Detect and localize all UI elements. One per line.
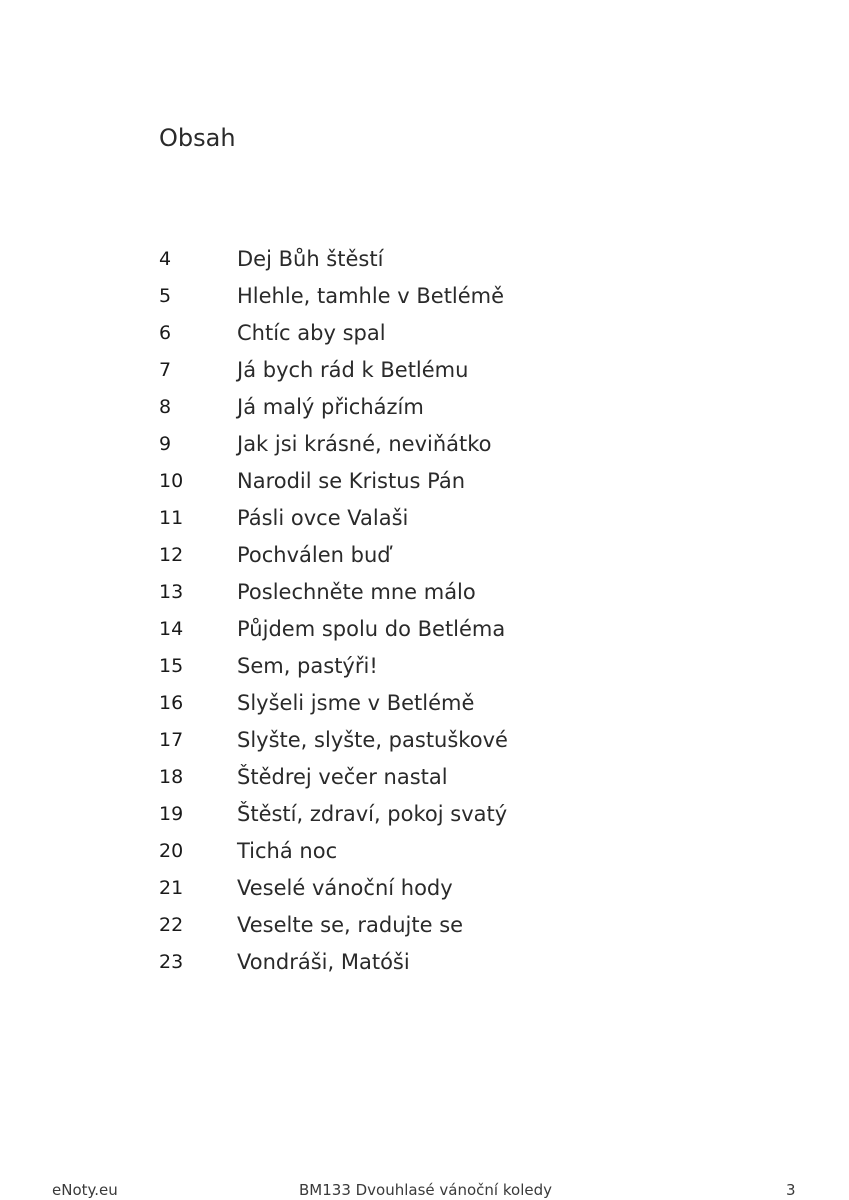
toc-song-title: Poslechněte mne málo	[237, 580, 476, 604]
toc-entry	[159, 463, 508, 500]
toc-entry	[159, 574, 508, 611]
page-title: Obsah	[159, 124, 236, 152]
toc-entry	[159, 537, 508, 574]
toc-page-number: 5	[159, 285, 172, 307]
toc-entry	[159, 315, 508, 352]
footer-publication: BM133 Dvouhlasé vánoční koledy	[299, 1181, 552, 1199]
toc-page-number: 22	[159, 914, 184, 936]
toc-page-number: 6	[159, 322, 172, 344]
toc-entry	[159, 944, 508, 981]
toc-song-title: Štědrej večer nastal	[237, 765, 448, 789]
toc-page-number: 16	[159, 692, 184, 714]
toc-entry	[159, 759, 508, 796]
toc-song-title: Jak jsi krásné, neviňátko	[237, 432, 492, 456]
toc-page-number: 4	[159, 248, 172, 270]
toc-song-title: Půjdem spolu do Betléma	[237, 617, 506, 641]
toc-entry	[159, 389, 508, 426]
toc-page-number: 18	[159, 766, 184, 788]
toc-page-number: 21	[159, 877, 184, 899]
toc-page-number: 13	[159, 581, 184, 603]
toc-page-number: 17	[159, 729, 184, 751]
footer-site: eNoty.eu	[52, 1181, 118, 1199]
toc-song-title: Chtíc aby spal	[237, 321, 386, 345]
toc-page-number: 11	[159, 507, 184, 529]
toc-song-title: Tichá noc	[237, 839, 338, 863]
toc-page-number: 10	[159, 470, 184, 492]
toc-entry	[159, 907, 508, 944]
toc-page-number: 20	[159, 840, 184, 862]
toc-song-title: Já malý přicházím	[237, 395, 424, 419]
toc-entry	[159, 500, 508, 537]
toc-song-title: Narodil se Kristus Pán	[237, 469, 466, 493]
toc-entry	[159, 352, 508, 389]
toc-song-title: Štěstí, zdraví, pokoj svatý	[237, 802, 508, 826]
toc-song-title: Slyšeli jsme v Betlémě	[237, 691, 475, 715]
toc-song-title: Veselé vánoční hody	[237, 876, 453, 900]
toc-song-title: Já bych rád k Betlému	[237, 358, 469, 382]
toc-song-title: Pochválen buď	[237, 543, 391, 567]
toc-entry	[159, 685, 508, 722]
toc-page-number: 7	[159, 359, 172, 381]
toc-page-number: 9	[159, 433, 172, 455]
toc-song-title: Dej Bůh štěstí	[237, 247, 384, 271]
toc-entry	[159, 833, 508, 870]
toc-song-title: Veselte se, radujte se	[237, 913, 464, 937]
toc-song-title: Sem, pastýři!	[237, 654, 378, 678]
toc-page-number: 8	[159, 396, 172, 418]
toc-song-title: Vondráši, Matóši	[237, 950, 410, 974]
toc-song-title: Pásli ovce Valaši	[237, 506, 409, 530]
toc-page-number: 23	[159, 951, 184, 973]
toc-page-number: 14	[159, 618, 184, 640]
toc-entry	[159, 796, 508, 833]
table-of-contents	[159, 241, 508, 981]
toc-entry	[159, 870, 508, 907]
toc-entry	[159, 611, 508, 648]
toc-entry	[159, 278, 508, 315]
toc-entry	[159, 426, 508, 463]
toc-entry	[159, 648, 508, 685]
toc-entry	[159, 722, 508, 759]
toc-page-number: 19	[159, 803, 184, 825]
footer-page-number: 3	[786, 1181, 796, 1199]
toc-page-number: 12	[159, 544, 184, 566]
toc-song-title: Slyšte, slyšte, pastuškové	[237, 728, 508, 752]
toc-entry	[159, 241, 508, 278]
toc-song-title: Hlehle, tamhle v Betlémě	[237, 284, 505, 308]
toc-page-number: 15	[159, 655, 184, 677]
